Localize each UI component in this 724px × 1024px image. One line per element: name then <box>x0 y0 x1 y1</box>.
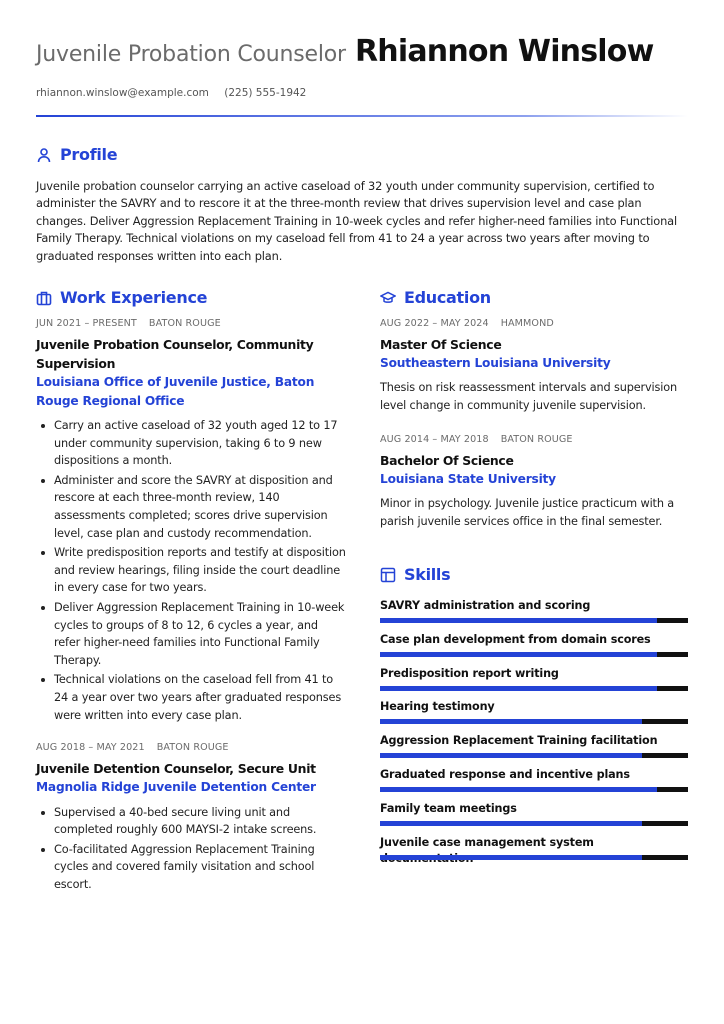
job-dates: JUN 2021 – PRESENT <box>36 318 137 329</box>
skill-bar-fill <box>380 686 657 691</box>
skill-item <box>380 733 688 767</box>
skill-name: Graduated response and incentive plans <box>380 767 630 781</box>
profile-summary: Juvenile probation counselor carrying an active caseload of 32 youth under community supervision, certified to administer the SAVRY and to rescore it at the three-month review that drives supervision level and case plan changes. Deliver Aggression Replacement Training in 10-week cycles and refer higher-need families into Functional Family Therapy. Technical violations on my caseload fell from 41 to 24 a year across two years after moving to graduated responses written into each plan. <box>36 179 678 263</box>
skill-item <box>380 598 688 632</box>
experience-heading <box>36 288 207 307</box>
education-list <box>380 318 688 550</box>
skill-bar-track <box>380 618 688 623</box>
skill-name: SAVRY administration and scoring <box>380 599 591 612</box>
skill-bar-fill <box>380 787 657 792</box>
skill-bar-track <box>380 787 688 792</box>
degree: Bachelor Of Science <box>380 453 514 469</box>
job-bullet: Write predisposition reports and testify at disposition and review hearings, filing inside the court deadline in every case for two years. <box>36 544 346 597</box>
job-bullet: Supervised a 40-bed secure living unit and completed roughly 600 MAYSI-2 intake screens. <box>36 804 346 839</box>
job-entry <box>36 318 346 724</box>
skill-bar-fill <box>380 719 642 724</box>
skill-bar-fill <box>380 652 657 657</box>
skill-bar-fill <box>380 753 642 758</box>
skill-item <box>380 632 688 666</box>
job-role: Juvenile Probation Counselor, Community Supervision <box>36 337 314 371</box>
school: Southeastern Louisiana University <box>380 356 611 370</box>
email[interactable]: rhiannon.winslow@example.com <box>36 87 209 99</box>
candidate-name: Rhiannon Winslow <box>354 34 654 69</box>
header-divider <box>36 115 688 117</box>
job-role: Juvenile Detention Counselor, Secure Unit <box>36 761 316 777</box>
profile-heading-label: Profile <box>60 145 118 164</box>
skill-bar-track <box>380 821 688 826</box>
job-bullet: Technical violations on the caseload fell from 41 to 24 a year over two years after graduated responses were written into every case plan. <box>36 671 346 724</box>
job-bullet: Administer and score the SAVRY at disposition and rescore at each three-month review, 140 assessments completed; scores drive supervision level, case plan and custody recommendation. <box>36 472 346 542</box>
layout-grid-icon <box>380 567 396 583</box>
job-location: BATON ROUGE <box>156 742 229 754</box>
contact-info <box>36 87 318 99</box>
education-dates: AUG 2014 – MAY 2018 <box>380 434 489 446</box>
education-note: Minor in psychology. Juvenile justice practicum with a parish juvenile services office in the final semester. <box>380 497 675 528</box>
experience-list <box>36 318 346 912</box>
skills-heading <box>380 565 450 584</box>
education-heading-label: Education <box>404 288 491 307</box>
skill-item <box>380 835 688 869</box>
skills-list <box>380 598 688 868</box>
school: Louisiana State University <box>380 472 556 487</box>
education-heading <box>380 288 491 307</box>
resume-header <box>36 34 688 69</box>
skill-bar-track <box>380 686 688 691</box>
job-bullet: Co-facilitated Aggression Replacement Training cycles and covered family visitation and school escort. <box>36 841 346 894</box>
job-bullet: Carry an active caseload of 32 youth aged 12 to 17 under community supervision, taking 6 to 9 new dispositions a month. <box>36 417 346 470</box>
skill-item <box>380 666 688 700</box>
skills-heading-label: Skills <box>404 565 451 584</box>
job-bullets <box>36 417 346 724</box>
job-bullets <box>36 804 346 894</box>
skill-name: Case plan development from domain scores <box>380 632 651 646</box>
job-location: BATON ROUGE <box>148 318 221 329</box>
skill-item <box>380 801 688 835</box>
education-meta <box>380 318 688 329</box>
job-organization: Magnolia Ridge Juvenile Detention Center <box>36 780 316 795</box>
education-note: Thesis on risk reassessment intervals and supervision level change in community juvenile supervision. <box>380 381 678 412</box>
skill-name: Aggression Replacement Training facilitation <box>380 734 658 748</box>
education-location: HAMMOND <box>500 318 554 329</box>
experience-heading-label: Work Experience <box>60 288 208 307</box>
education-entry <box>380 434 688 530</box>
briefcase-icon <box>36 290 52 306</box>
skill-bar-track <box>380 719 688 724</box>
skill-item <box>380 699 688 733</box>
degree: Master Of Science <box>380 337 502 352</box>
person-icon <box>36 147 52 163</box>
skill-bar-track <box>380 855 688 860</box>
graduation-cap-icon <box>380 290 396 306</box>
education-entry <box>380 318 688 414</box>
education-dates: AUG 2022 – MAY 2024 <box>380 318 489 329</box>
job-organization: Louisiana Office of Juvenile Justice, Baton Rouge Regional Office <box>36 375 315 408</box>
phone[interactable]: (225) 555-1942 <box>224 87 307 99</box>
skill-name: Predisposition report writing <box>380 666 559 680</box>
skill-bar-fill <box>380 618 657 623</box>
education-location: BATON ROUGE <box>500 434 573 446</box>
skill-item <box>380 767 688 801</box>
job-meta <box>36 742 346 753</box>
job-title: Juvenile Probation Counselor <box>36 42 346 67</box>
skill-bar-track <box>380 652 688 657</box>
job-entry <box>36 742 346 893</box>
skill-bar-fill <box>380 855 642 860</box>
job-bullet: Deliver Aggression Replacement Training in 10-week cycles to groups of 8 to 12, 6 cycles a year, and refer higher-need families into Functional Family Therapy. <box>36 599 346 669</box>
job-meta <box>36 318 346 329</box>
education-meta <box>380 434 688 445</box>
skill-name: Family team meetings <box>380 801 517 815</box>
skill-name: Hearing testimony <box>380 700 495 714</box>
profile-heading <box>36 145 117 164</box>
skill-name: Juvenile case management system <box>380 835 594 849</box>
skill-bar-track <box>380 753 688 758</box>
skill-bar-fill <box>380 821 642 826</box>
job-dates: AUG 2018 – MAY 2021 <box>36 742 145 754</box>
